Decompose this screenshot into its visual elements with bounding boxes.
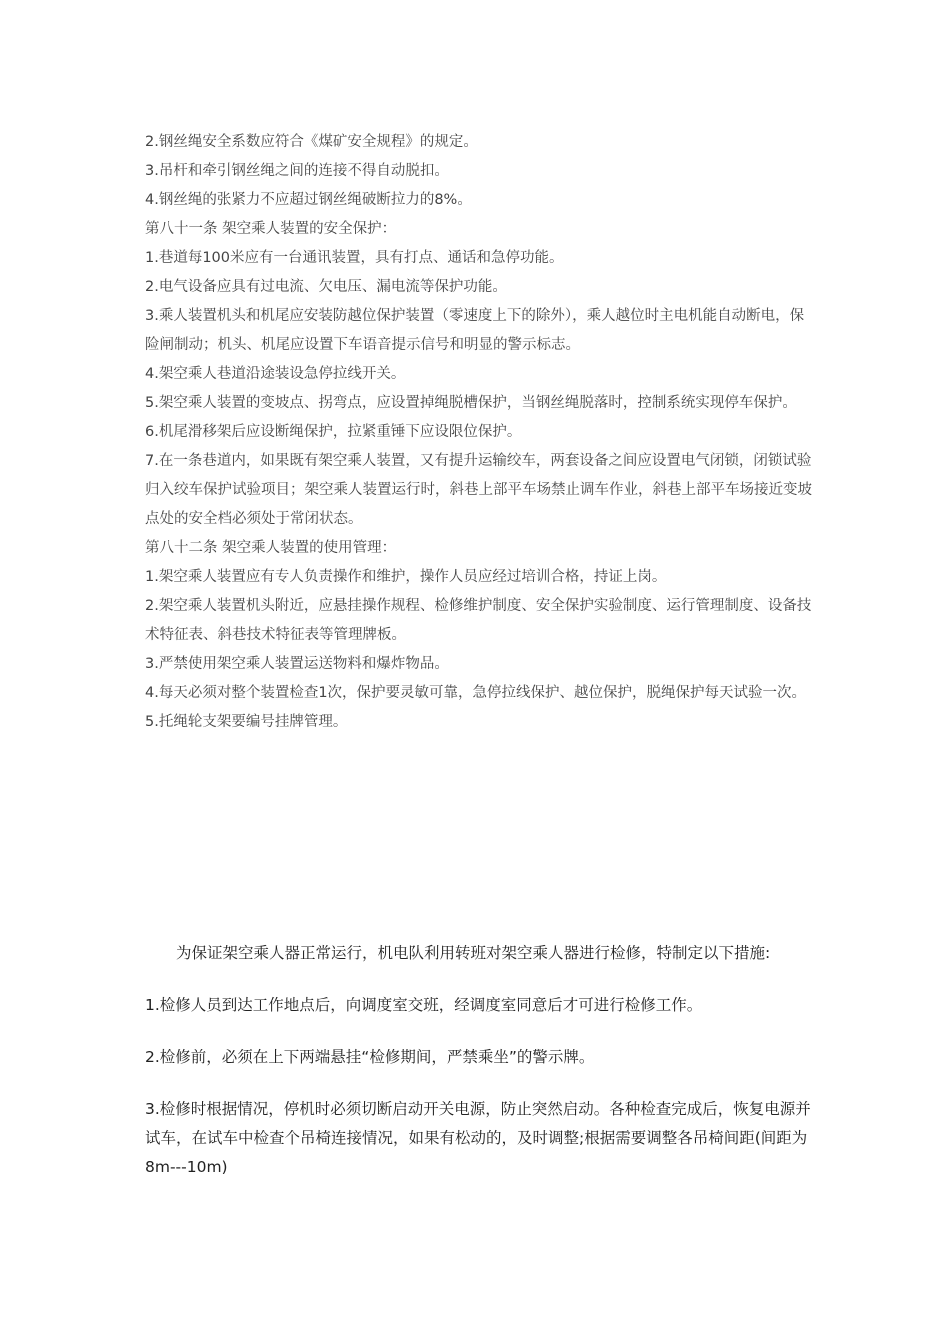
rule-line: 1.架空乘人装置应有专人负责操作和维护，操作人员应经过培训合格，持证上岗。 [145, 569, 667, 585]
article-heading-82: 第八十二条 架空乘人装置的使用管理： [145, 540, 397, 556]
rule-line: 4.钢丝绳的张紧力不应超过钢丝绳破断拉力的8%。 [145, 192, 472, 208]
rule-line: 2.架空乘人装置机头附近，应悬挂操作规程、检修维护制度、安全保护实验制度、运行管理制度、设备技术特征表、斜巷技术特征表等管理牌板。 [145, 598, 812, 643]
rule-line: 4.每天必须对整个装置检查1次，保护要灵敏可靠，急停拉线保护、越位保护，脱绳保护每天试验一次。 [145, 685, 807, 701]
measure-item: 1.检修人员到达工作地点后，向调度室交班，经调度室同意后才可进行检修工作。 [145, 996, 703, 1014]
rule-line: 2.电气设备应具有过电流、欠电压、漏电流等保护功能。 [145, 279, 507, 295]
regulations-section [145, 128, 815, 737]
rule-line: 5.架空乘人装置的变坡点、拐弯点，应设置掉绳脱槽保护，当钢丝绳脱落时，控制系统实现停车保护。 [145, 395, 797, 411]
maintenance-measures-section [145, 939, 815, 1205]
rule-line: 1.巷道每100米应有一台通讯装置，具有打点、通话和急停功能。 [145, 250, 564, 266]
rule-line: 3.吊杆和牵引钢丝绳之间的连接不得自动脱扣。 [145, 163, 449, 179]
article-heading-81: 第八十一条 架空乘人装置的安全保护： [145, 221, 397, 237]
rule-line: 3.乘人装置机头和机尾应安装防越位保护装置（零速度上下的除外），乘人越位时主电机能自动断电，保险闸制动；机头、机尾应设置下车语音提示信号和明显的警示标志。 [145, 308, 805, 353]
measure-item: 2.检修前，必须在上下两端悬挂“检修期间，严禁乘坐”的警示牌。 [145, 1048, 595, 1066]
rule-line: 5.托绳轮支架要编号挂牌管理。 [145, 714, 348, 730]
measure-item: 3.检修时根据情况，停机时必须切断启动开关电源，防止突然启动。各种检查完成后，恢复电源并试车，在试车中检查个吊椅连接情况，如果有松动的，及时调整;根据需要调整各吊椅间距(间距为8m---10m) [145, 1100, 811, 1176]
rule-line: 7.在一条巷道内，如果既有架空乘人装置，又有提升运输绞车，两套设备之间应设置电气闭锁，闭锁试验归入绞车保护试验项目；架空乘人装置运行时，斜巷上部平车场禁止调车作业，斜巷上部平车场接近变坡点处的安全档必须处于常闭状态。 [145, 453, 812, 527]
rule-line: 3.严禁使用架空乘人装置运送物料和爆炸物品。 [145, 656, 449, 672]
measures-intro: 为保证架空乘人器正常运行，机电队利用转班对架空乘人器进行检修，特制定以下措施: [176, 944, 771, 962]
rule-line: 4.架空乘人巷道沿途装设急停拉线开关。 [145, 366, 406, 382]
rule-line: 6.机尾滑移架后应设断绳保护，拉紧重锤下应设限位保护。 [145, 424, 522, 440]
rule-line: 2.钢丝绳安全系数应符合《煤矿安全规程》的规定。 [145, 134, 478, 150]
